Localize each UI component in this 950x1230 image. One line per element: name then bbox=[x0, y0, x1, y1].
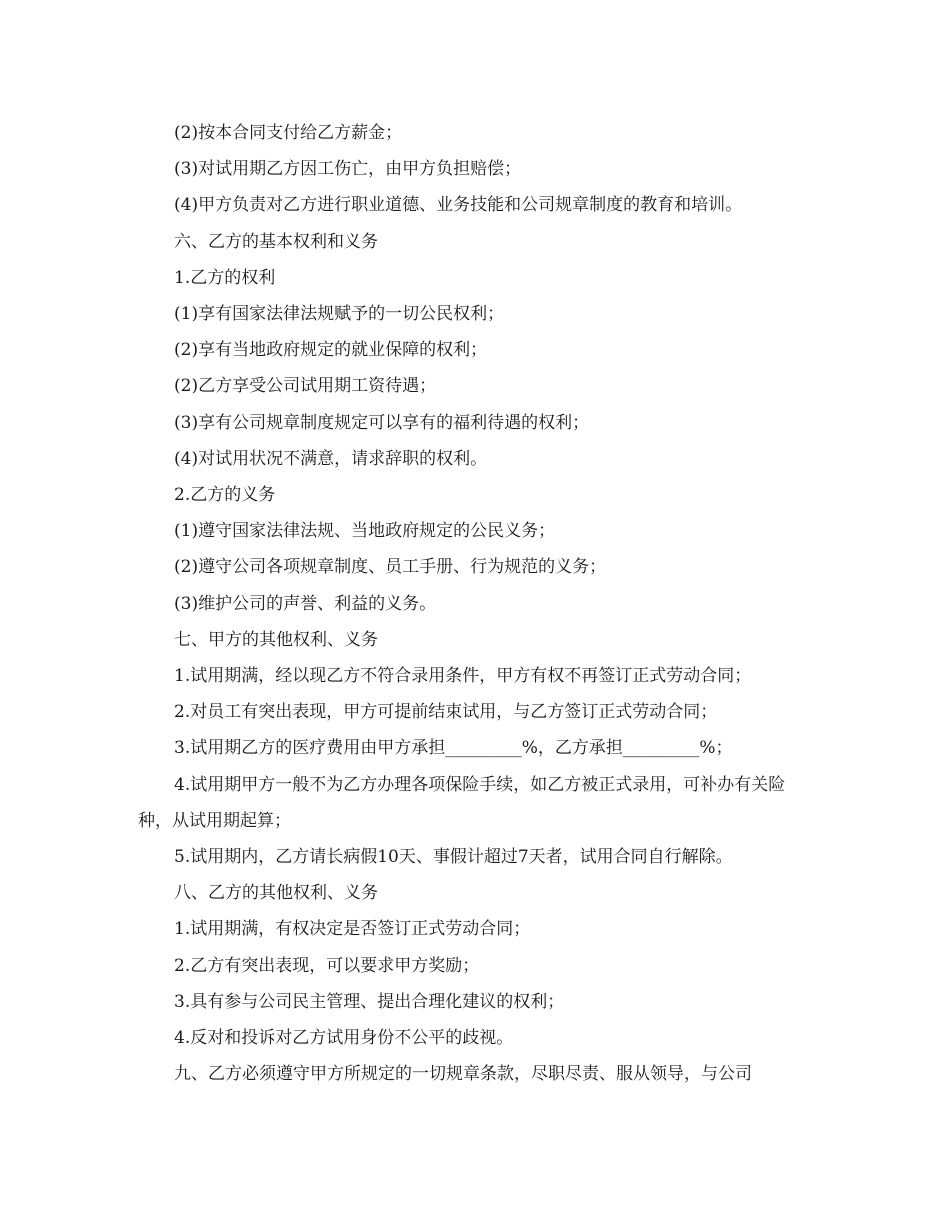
subsection-heading: 2.乙方的义务 bbox=[174, 485, 276, 506]
paragraph: 4.试用期甲方一般不为乙方办理各项保险手续，如乙方被正式录用，可补办有关险种，从试用期起算； bbox=[138, 774, 786, 831]
paragraph: 3.试用期乙方的医疗费用由甲方承担_________%，乙方承担_________%； bbox=[174, 738, 733, 759]
paragraph: (4)对试用状况不满意，请求辞职的权利。 bbox=[174, 448, 488, 469]
paragraph: (3)维护公司的声誉、利益的义务。 bbox=[174, 593, 437, 614]
paragraph: (1)享有国家法律法规赋予的一切公民权利； bbox=[174, 304, 505, 325]
paragraph: 3.具有参与公司民主管理、提出合理化建议的权利； bbox=[174, 991, 565, 1012]
document-body bbox=[138, 115, 814, 1092]
paragraph: (2)乙方享受公司试用期工资待遇； bbox=[174, 376, 437, 397]
paragraph: (4)甲方负责对乙方进行职业道德、业务技能和公司规章制度的教育和培训。 bbox=[174, 195, 743, 216]
section-heading: 六、乙方的基本权利和义务 bbox=[174, 231, 378, 252]
paragraph: (1)遵守国家法律法规、当地政府规定的公民义务； bbox=[174, 521, 556, 542]
paragraph: 4.反对和投诉对乙方试用身份不公平的歧视。 bbox=[174, 1028, 514, 1049]
paragraph: 1.试用期满，经以现乙方不符合录用条件，甲方有权不再签订正式劳动合同； bbox=[174, 666, 752, 687]
paragraph: (2)按本合同支付给乙方薪金； bbox=[174, 123, 403, 143]
paragraph: 2.乙方有突出表现，可以要求甲方奖励； bbox=[174, 955, 480, 976]
section-heading: 九、乙方必须遵守甲方所规定的一切规章条款，尽职尽责、服从领导，与公司 bbox=[174, 1064, 752, 1085]
paragraph: 1.试用期满，有权决定是否签订正式劳动合同； bbox=[174, 919, 531, 940]
paragraph: (2)享有当地政府规定的就业保障的权利； bbox=[174, 340, 488, 361]
paragraph: (3)享有公司规章制度规定可以享有的福利待遇的权利； bbox=[174, 412, 590, 433]
section-heading: 七、甲方的其他权利、义务 bbox=[174, 629, 378, 650]
paragraph: 5.试用期内，乙方请长病假10天、事假计超过7天者，试用合同自行解除。 bbox=[174, 847, 733, 868]
subsection-heading: 1.乙方的权利 bbox=[174, 267, 276, 288]
paragraph: (2)遵守公司各项规章制度、员工手册、行为规范的义务； bbox=[174, 557, 607, 578]
paragraph: (3)对试用期乙方因工伤亡，由甲方负担赔偿； bbox=[174, 159, 522, 180]
paragraph: 2.对员工有突出表现，甲方可提前结束试用，与乙方签订正式劳动合同； bbox=[174, 702, 718, 723]
section-heading: 八、乙方的其他权利、义务 bbox=[174, 883, 378, 904]
